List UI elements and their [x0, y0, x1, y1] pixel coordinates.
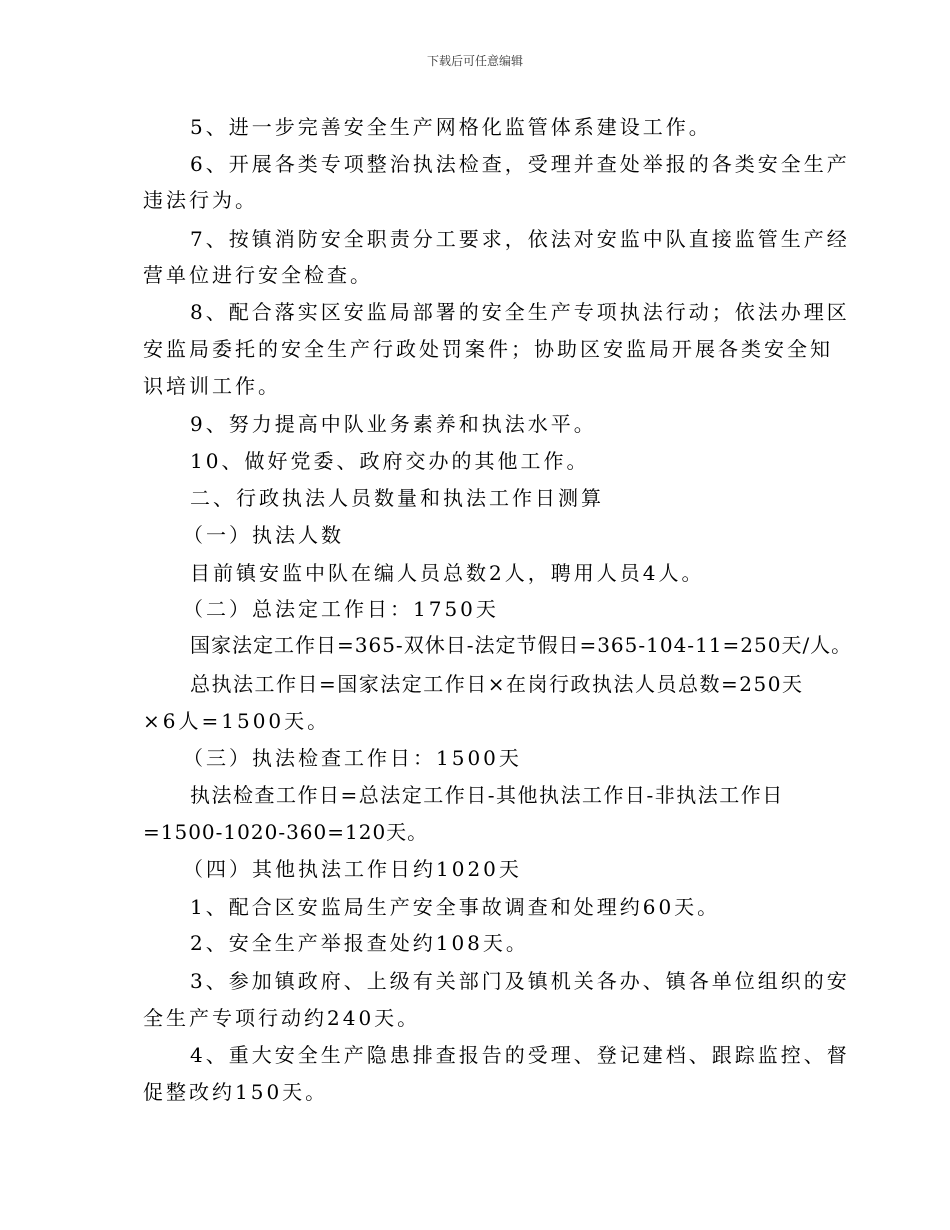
paragraph-line: 促整改约150天。	[143, 1080, 329, 1104]
paragraph-line: 国家法定工作日=365-双休日-法定节假日=365-104-11=250天/人。	[190, 633, 853, 657]
paragraph-line: 识培训工作。	[143, 374, 281, 398]
paragraph-line: 7、按镇消防安全职责分工要求，依法对安监中队直接监管生产经	[190, 227, 850, 251]
paragraph-line: 目前镇安监中队在编人员总数2人，聘用人员4人。	[190, 561, 705, 585]
paragraph-line: 营单位进行安全检查。	[143, 263, 373, 287]
paragraph-line: 违法行为。	[143, 188, 258, 212]
paragraph-line: 3、参加镇政府、上级有关部门及镇机关各办、镇各单位组织的安	[190, 969, 850, 993]
section-heading: 二、行政执法人员数量和执法工作日测算	[190, 486, 604, 510]
paragraph-line: 8、配合落实区安监局部署的安全生产专项执法行动；依法办理区	[190, 300, 850, 324]
paragraph-line: 6、开展各类专项整治执法检查，受理并查处举报的各类安全生产	[190, 152, 850, 176]
paragraph-line: 安监局委托的安全生产行政处罚案件；协助区安监局开展各类安全知	[143, 337, 833, 361]
paragraph-line: =1500-1020-360=120天。	[143, 820, 429, 844]
paragraph-line: 全生产专项行动约240天。	[143, 1006, 421, 1030]
paragraph-line: 5、进一步完善安全生产网格化监管体系建设工作。	[190, 115, 712, 139]
paragraph-line: 2、安全生产举报查处约108天。	[190, 931, 529, 955]
paragraph-line: 执法检查工作日=总法定工作日-其他执法工作日-非执法工作日	[190, 783, 784, 807]
paragraph-line: 9、努力提高中队业务素养和执法水平。	[190, 412, 597, 436]
subsection-heading: （四）其他执法工作日约1020天	[183, 857, 522, 881]
paragraph-line: ×6人=1500天。	[143, 709, 331, 733]
paragraph-line: 10、做好党委、政府交办的其他工作。	[190, 449, 590, 473]
subsection-heading: （一）执法人数	[183, 523, 344, 547]
subsection-heading: （三）执法检查工作日：1500天	[183, 746, 522, 770]
paragraph-line: 1、配合区安监局生产安全事故调查和处理约60天。	[190, 895, 721, 919]
paragraph-line: 4、重大安全生产隐患排查报告的受理、登记建档、跟踪监控、督	[190, 1043, 850, 1067]
page-header: 下载后可任意编辑	[426, 54, 523, 68]
subsection-heading: （二）总法定工作日：1750天	[183, 597, 499, 621]
paragraph-line: 总执法工作日=国家法定工作日×在岗行政执法人员总数=250天	[190, 672, 804, 696]
